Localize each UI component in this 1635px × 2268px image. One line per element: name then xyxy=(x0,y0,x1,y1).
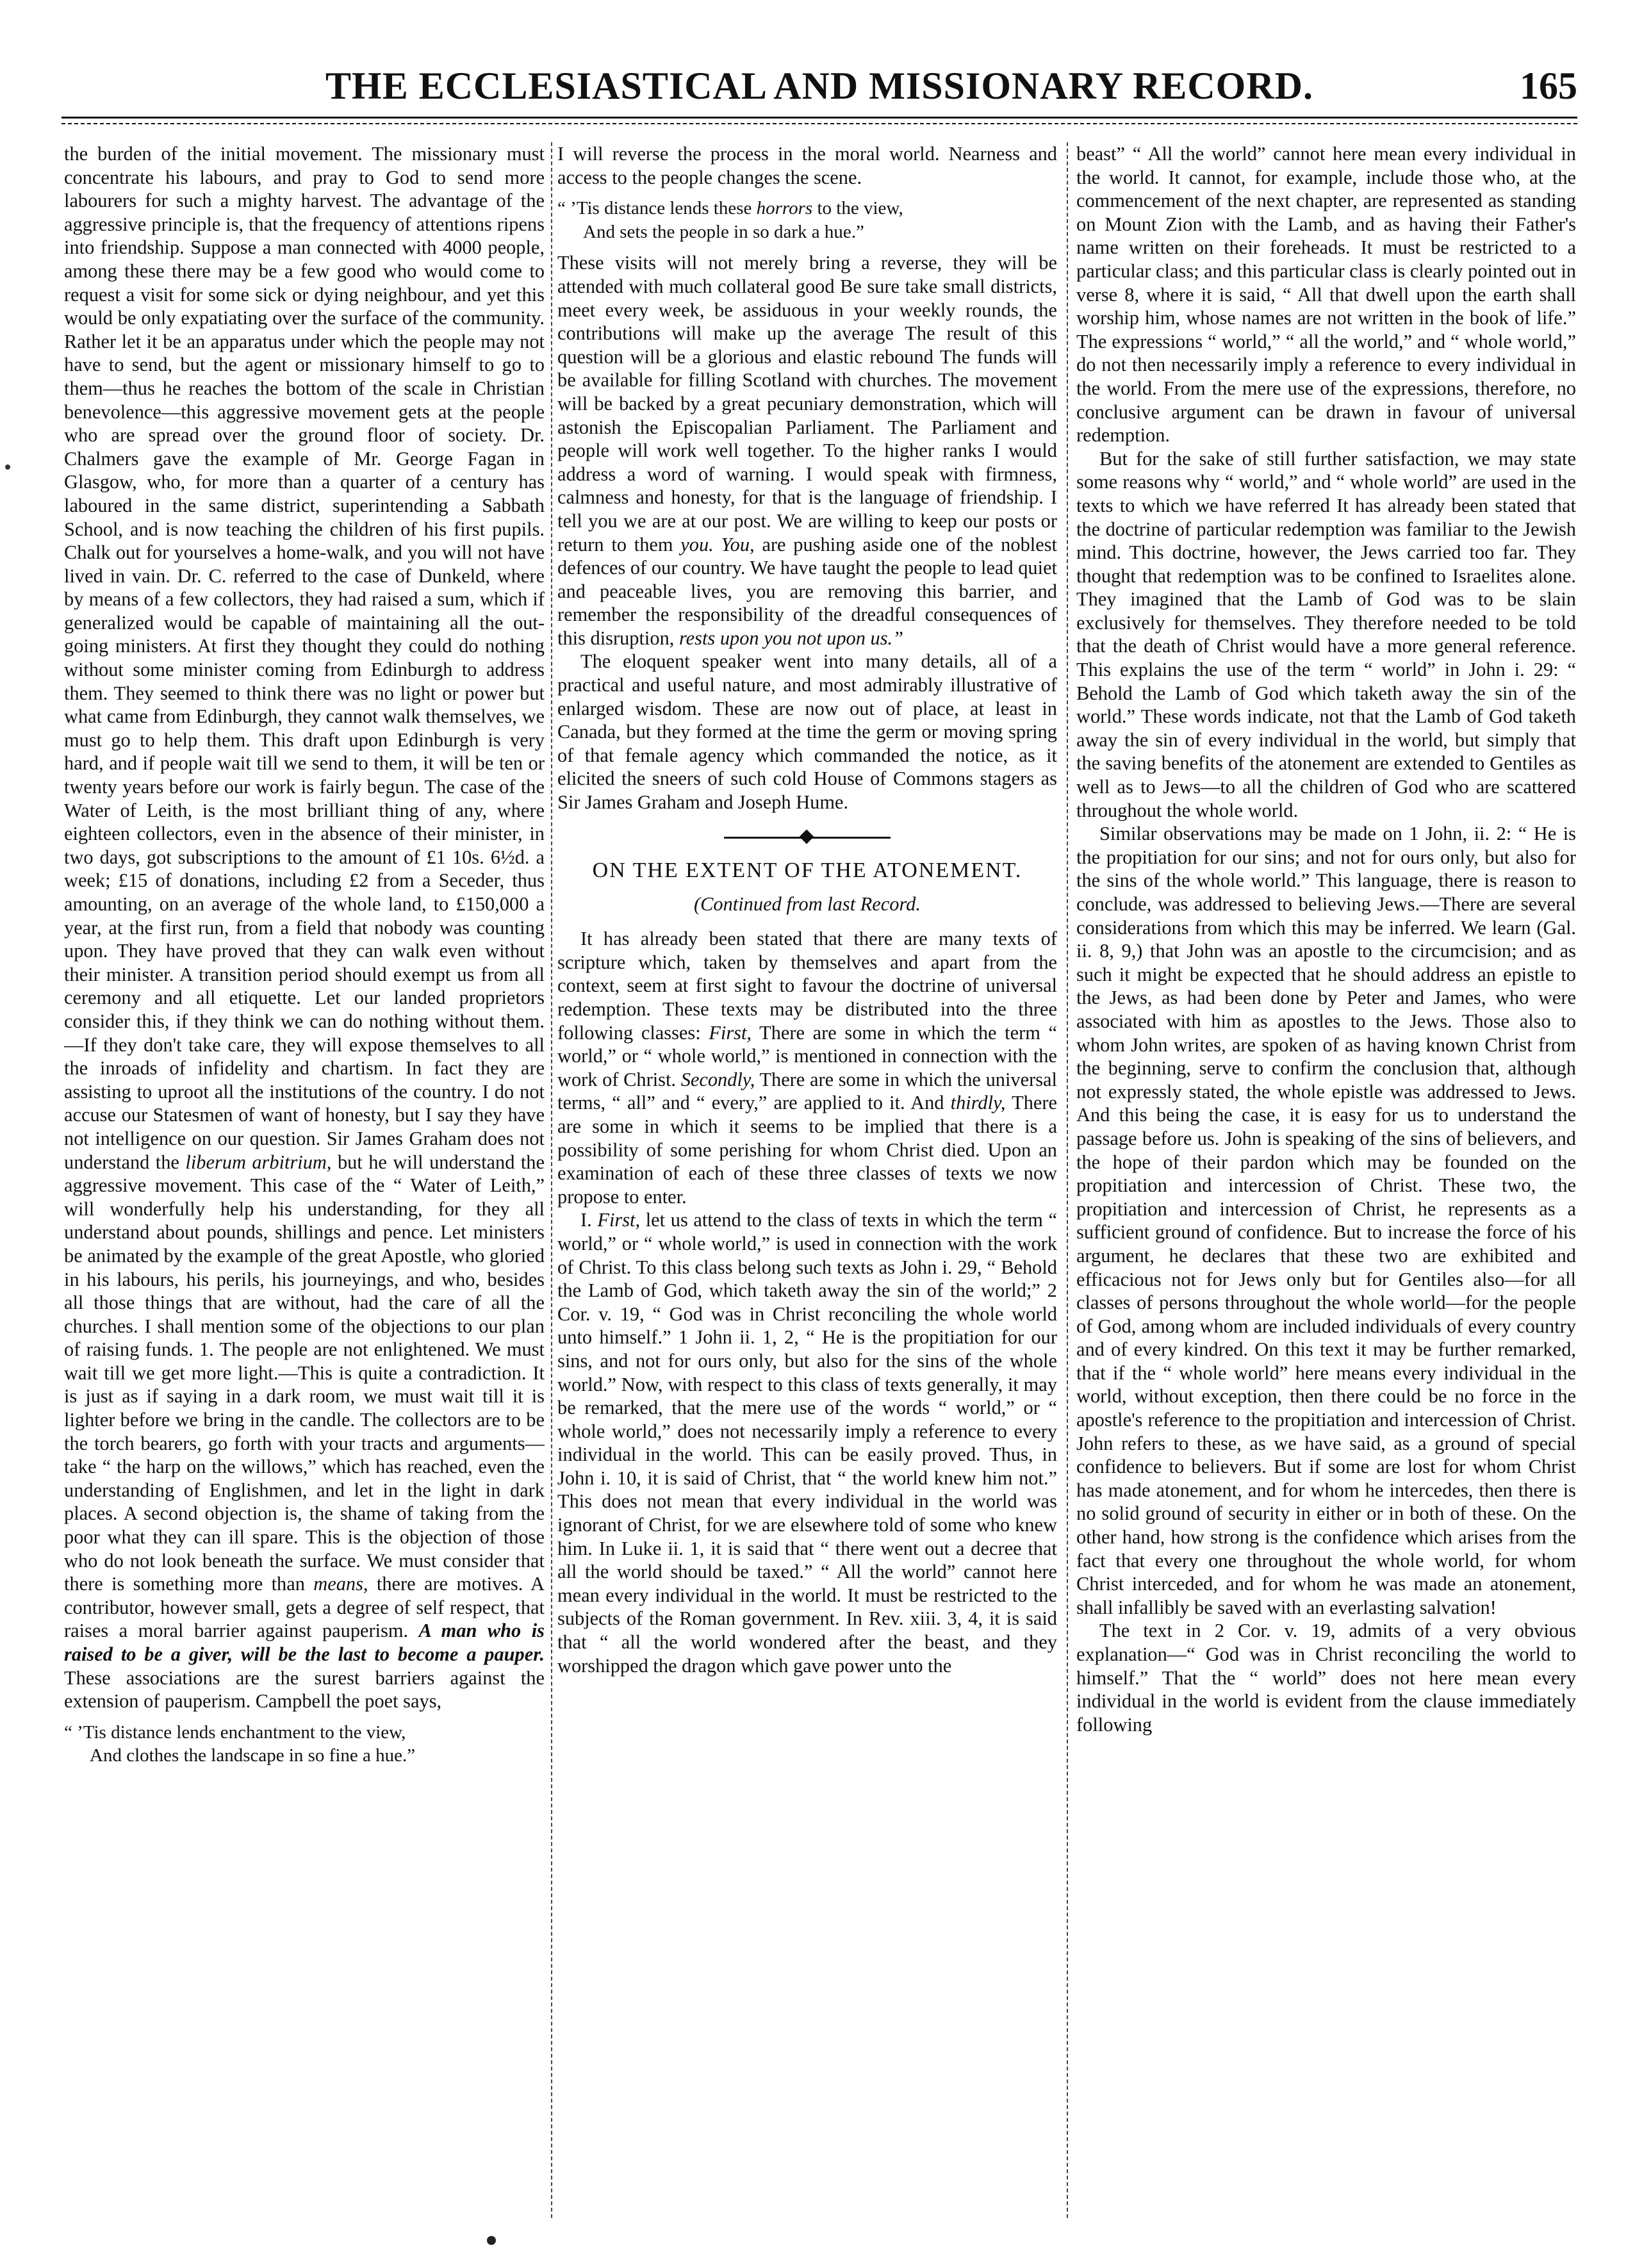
journal-title: THE ECCLESIASTICAL AND MISSIONARY RECORD. xyxy=(325,65,1313,107)
italic-text: thirdly, xyxy=(950,1092,1006,1114)
text-run: There are some in which the universal terms, “ all” and “ every,” are applied to it. And xyxy=(557,1068,1057,1114)
italic-text: rests upon you not upon us.” xyxy=(678,627,904,649)
paragraph: But for the sake of still further satisfaction, we may state some reasons why “ world,” and “ whole world” are used in the texts to which we have referred It has already been stated that the doctrine of particular redemption was familiar to the Jewish mind. This doctrine, however, the Jews carried too far. They thought that redemption was to be confined to Israelites alone. They imagined that the Lamb of God was to be slain exclusively for themselves. They therefore needed to be told that the death of Christ would have a more general reference. This explains the use of the term “ world” in John i. 29: “ Behold the Lamb of God which taketh away the sin of the world.” These words indicate, not that the Lamb of God taketh away the sin of every individual in the world, but simply that the saving benefits of the atonement are extended to Gentiles as well as to Jews—to all the children of God who are scattered throughout the whole world. xyxy=(1076,447,1576,821)
column-2 xyxy=(557,142,1057,2218)
text-run: are pushing aside one of the noblest defences of our country. We have taught the people to lead quiet and peaceable lives, you are removing this barrier, and remember the responsibility of the dreadful consequences of this disruption, xyxy=(557,533,1057,649)
text-run: the burden of the initial movement. The missionary must concentrate his labours, and pray to God to send more labourers for such a mighty harvest. The advantage of the aggressive principle is, that the frequency of attentions ripens into friendship. Suppose a man connected with 4000 people, among these there may be a few good who would come to request a visit for some sick or dying neighbour, and yet this would be only expatiating over the surface of the community. Rather let it be an apparatus under which the people may not have to send, but the agent or missionary himself to go to them—thus he reaches the bottom of the scale in Christian benevolence—this aggressive movement gets at the people who are spread over the ground floor of society. Dr. Chalmers gave the example of Mr. George Fagan in Glasgow, who, for more than a quarter of a century has laboured in the same district, superintending a Sabbath School, and is now teaching the children of his first pupils. Chalk out for yourselves a home-walk, and you will not have lived in vain. Dr. C. referred to the case of Dunkeld, where by means of a few collectors, they had raised a sum, which if generalized would be capable of maintaining all the out-going ministers. At first they thought they could do nothing without some minister coming from Edinburgh to address them. They seemed to think there was no light or power but what came from Edinburgh, they cannot walk themselves, we must go to help them. This draft upon Edinburgh is very hard, and if people wait till we send to them, it will be ten or twenty years before our work is fairly begun. The case of the Water of Leith, is the most brilliant thing of any, where eighteen collectors, even in the absence of their minister, in two days, got subscriptions to the amount of £1 10s. 6½d. a week; £15 of donations, including £2 from a Seceder, thus amounting, on an average of the whole land, to £150,000 a year, at the first run, from a field that nobody was counting upon. They have proved that they can walk even without their minister. A transition period should exempt us from all ceremony and all etiquette. Let our landed proprietors consider this, if they think we can do nothing without them.—If they don't take care, they will expose themselves to all the inroads of infidelity and chartism. In fact they are assisting to uproot all the institutions of the country. I do not accuse our Statesmen of want of honesty, but I say they have not intelligence on our question. Sir James Graham does not understand the xyxy=(64,143,545,1173)
text-run: “ ’Tis distance lends these xyxy=(557,198,752,219)
text-run: let us attend to the class of texts in which the term “ world,” or “ whole world,” is used in connection with the work of Christ. To this class belong such texts as John i. 29, “ Behold the Lamb of God, which taketh away the sin of the world;” 2 Cor. v. 19, “ God was in Christ reconciling the whole world unto himself.” 1 John ii. 1, 2, “ He is the propitiation for our sins, and not for ours only, but also for the sins of the whole world.” Now, with respect to this class of texts generally, it may be remarked, that the mere use of the words “ world,” or “ whole world,” does not necessarily imply a reference to every individual in the world. This can be easily proved. Thus, in John i. 10, it is said of Christ, that “ the world knew him not.” This does not mean that every individual in the world was ignorant of Christ, for we are elsewhere told of some who knew him. In Luke ii. 1, it is said that “ there went out a decree that all the world should be taxed.” “ All the world” cannot here mean every individual in the world. It must be restricted to the subjects of the Roman government. In Rev. xiii. 3, 4, it is said that “ all the world wondered after the beast, and they worshipped the dragon which gave power unto the xyxy=(557,1209,1057,1677)
verse-line: “ ’Tis distance lends enchantment to the view, xyxy=(64,1722,406,1743)
section-subtitle: (Continued from last Record. xyxy=(694,892,921,915)
italic-text: you. You, xyxy=(680,533,755,555)
italic-text: First, xyxy=(709,1021,752,1044)
column-separator xyxy=(551,142,552,2218)
verse-line: And sets the people in so dark a hue.” xyxy=(583,221,864,242)
verse-line xyxy=(557,197,1057,220)
page-number: 165 xyxy=(1520,65,1577,107)
text-run: It has already been stated that there are many texts of scripture which, taken by themselves and apart from the context, seem at first sight to favour the doctrine of universal redemption. These texts may be distributed into the three following classes: xyxy=(557,928,1057,1044)
paragraph: beast” “ All the world” cannot here mean every individual in the world. It cannot, for example, include those who, at the commencement of the next chapter, are represented as standing on Mount Zion with the Lamb, and as having their Father's name written on their foreheads. It must be restricted to a particular class; and this particular class is clearly pointed out in verse 8, where it is said, “ All that dwell upon the earth shall worship him, whose names are not written in the book of life.” The expressions “ world,” “ all the world,” and “ whole world,” do not then necessarily imply a reference to every individual in the world. From the mere use of the expressions, therefore, no conclusive argument can be drawn in favour of universal redemption. xyxy=(1076,143,1576,447)
text-run: There are some in which the term “ world,” or “ whole world,” is mentioned in connection with the work of Christ. xyxy=(557,1021,1057,1090)
text-run: These associations are the surest barriers against the extension of pauperism. Campbell the poet says, xyxy=(64,1666,545,1713)
italic-text: liberum arbitrium, xyxy=(185,1151,332,1173)
column-3 xyxy=(1076,142,1576,2218)
text-run: but he will understand the aggressive movement. This case of the “ Water of Leith,” will wonderfully help his understanding, for they all understand about pounds, shillings and pence. Let ministers be animated by the example of the great Apostle, who gloried in his labours, his perils, his journeyings, and who, besides all those things that are without, had the care of all the churches. I shall mention some of the objections to our plan of raising funds. 1. The people are not enlightened. We must wait till we get more light.—This is quite a contradiction. It is just as if saying in a dark room, we must wait till it is lighter before we bring in the candle. The collectors are to be the torch bearers, go forth with your tracts and arguments—take “ the harp on the willows,” which has reached, even the understanding of Englishmen, and let in the light in dark places. A second objection is, the shame of taking from the poor what they can ill spare. This is the objection of those who do not look beneath the surface. We must consider that there is something more than xyxy=(64,1151,545,1595)
quoted-verse xyxy=(557,197,1057,243)
text-run: to the view, xyxy=(817,198,903,219)
text-run: there are motives. A contributor, however small, gets a degree of self respect, that raises a moral barrier against pauperism. xyxy=(64,1573,545,1642)
quoted-verse xyxy=(64,1721,545,1768)
text-run: These visits will not merely bring a reverse, they will be attended with much collateral good Be sure take small districts, meet every week, be assiduous in your weekly rounds, the contributions will make up the average The result of this question will be a glorious and elastic rebound The funds will be available for filling Scotland with churches. The movement will be backed by a great pecuniary demonstration, which will astonish the Episcopalian Parliament. The Parliament and people will work well together. To the higher ranks I would address a word of warning. I would speak with firmness, calmness and honesty, for that is the language of friendship. I tell you we are at our post. We are willing to keep our posts or return to them xyxy=(557,252,1057,555)
paragraph: I will reverse the process in the moral world. Nearness and access to the people changes the scene. xyxy=(557,143,1057,188)
header-rule xyxy=(62,117,1577,119)
paragraph xyxy=(557,1208,1057,1677)
italic-text: First, xyxy=(597,1209,641,1231)
divider-diamond xyxy=(800,829,814,844)
page-header xyxy=(62,64,1577,109)
text-run: There are some in which it seems to be implied that there is a possibility of some perishing for whom Christ died. Upon an examination of each of these three classes of texts we now propose to enter. xyxy=(557,1092,1057,1208)
margin-speck xyxy=(5,464,10,470)
section-divider xyxy=(724,831,891,844)
italic-text: means, xyxy=(313,1573,368,1595)
italic-text: Secondly, xyxy=(680,1068,755,1090)
paragraph xyxy=(557,927,1057,1208)
italic-text: horrors xyxy=(756,198,813,219)
paragraph: Similar observations may be made on 1 John, ii. 2: “ He is the propitiation for our sins; and not for ours only, but also for the sins of the whole world.” This language, there is reason to conclude, was addressed to believing Jews.—There are several considerations from which this may be inferred. We learn (Gal. ii. 8, 9,) that John was an apostle to the circumcision; and as such it might be expected that he should address an epistle to the Jews, as had been done by Peter and James, who were associated with him as apostles to the Jews. Those also to whom John writes, are spoken of as having known Christ from the beginning, serve to confirm the conclusion that, although not expressly stated, the whole epistle was addressed to Jews. And this being the case, it is easy for us to understand the passage before us. John is speaking of the sins of believers, and the hope of their pardon which may be founded on the propitiation and intercession of Christ. These two, the propitiation and intercession of Christ, he represents as a sufficient ground of confidence. But to increase the force of his argument, he declares that these two are exhibited and efficacious not for Jews only but for Gentiles also—for all classes of persons throughout the whole world—for the people of God, among whom are included individuals of every country and of every kindred. On this text it may be further remarked, that if the “ whole world” here means every individual in the world, without exception, then there could be no force in the apostle's reference to the propitiation and intercession of Christ. John refers to these, as we have said, as a ground of special confidence to believers. But if some are lost for whom Christ has made atonement, and for whom he intercedes, then there is no solid ground of security in either or in both of these. On the other hand, how strong is the confidence which arises from the fact that every one throughout the whole world, for whom Christ interceded, and for whom he was made an atonement, shall infallibly be saved with an everlasting salvation! xyxy=(1076,823,1576,1618)
paragraph: The eloquent speaker went into many details, all of a practical and useful nature, and most admirably illustrative of enlarged wisdom. These are now out of place, at least in Canada, but they formed at the time the germ or moving spring of that female agency which commanded the notice, as it elicited the sneers of such cold House of Commons stagers as Sir James Graham and Joseph Hume. xyxy=(557,650,1057,814)
italic-text: A man who is raised to be a giver, will be the last to become a pauper. xyxy=(64,1620,545,1665)
text-run: I. xyxy=(580,1209,592,1231)
column-1 xyxy=(64,142,545,2218)
paragraph: The text in 2 Cor. v. 19, admits of a very obvious explanation—“ God was in Christ reconciling the world to himself.” That the “ world” does not here mean every individual in the world is evident from the clause immediately following xyxy=(1076,1620,1576,1736)
ink-smudge xyxy=(487,2236,496,2245)
column-separator xyxy=(1067,142,1068,2218)
paragraph xyxy=(557,251,1057,650)
verse-line: And clothes the landscape in so fine a hue.” xyxy=(90,1745,416,1766)
paragraph xyxy=(64,142,545,1713)
section-title: ON THE EXTENT OF THE ATONEMENT. xyxy=(592,858,1023,882)
header-rule-dashed xyxy=(62,123,1577,124)
